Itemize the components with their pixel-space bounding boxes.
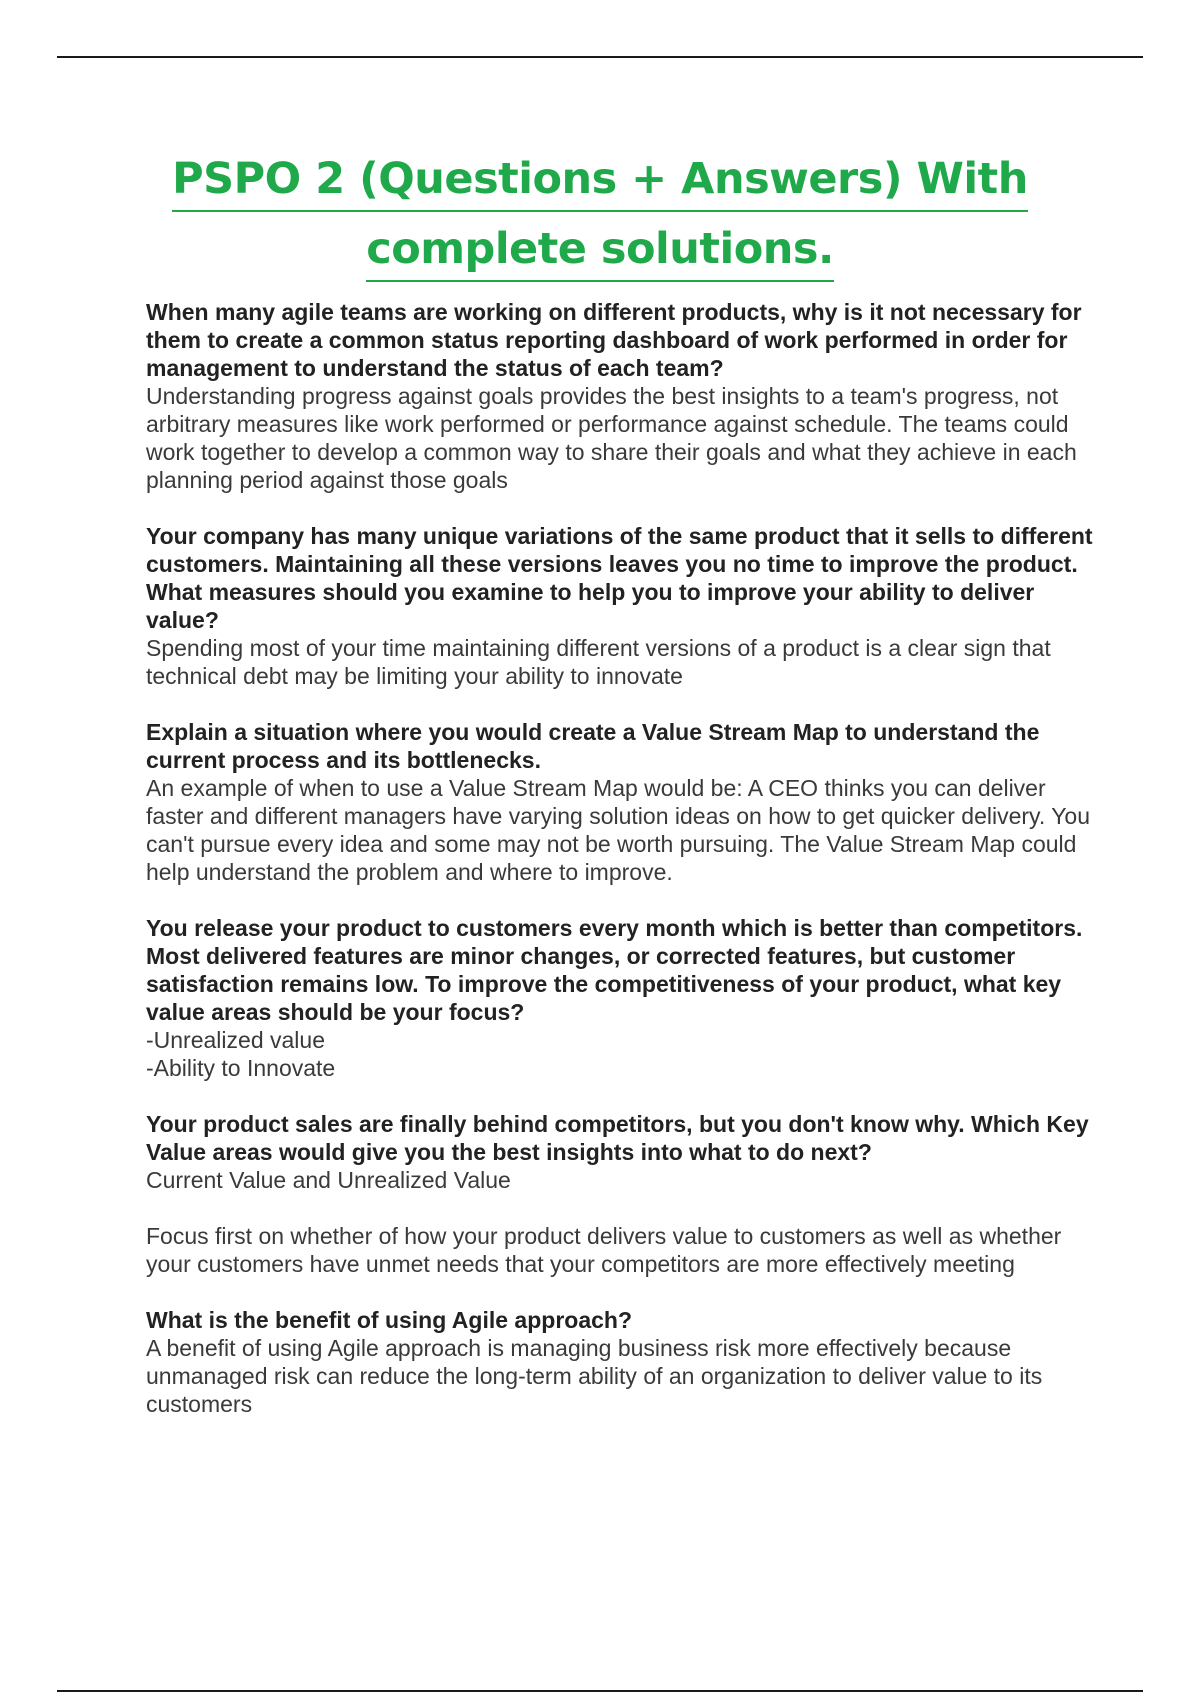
- qa-item: [146, 522, 1106, 690]
- qa-item: [146, 718, 1106, 886]
- qa-item: [146, 1306, 1106, 1418]
- question: What is the benefit of using Agile approach?: [146, 1307, 632, 1333]
- qa-item: [146, 298, 1106, 494]
- qa-item: [146, 1110, 1106, 1278]
- qa-list: [146, 298, 1106, 1446]
- footer-rule: [57, 1690, 1143, 1692]
- answer: Understanding progress against goals provides the best insights to a team's progress, not arbitrary measures like work performed or performance against schedule. The teams could work together to develop a common way to share their goals and what they achieve in each planning period against those goals: [146, 383, 1077, 493]
- question: Explain a situation where you would create a Value Stream Map to understand the current process and its bottlenecks.: [146, 719, 1040, 773]
- question: You release your product to customers every month which is better than competitors. Most delivered features are minor changes, or corrected features, but customer satisfaction remains low. To improve the competitiveness of your product, what key value areas should be your focus?: [146, 915, 1083, 1025]
- question: Your product sales are finally behind competitors, but you don't know why. Which Key Value areas would give you the best insights into what to do next?: [146, 1111, 1089, 1165]
- answer: Current Value and Unrealized Value: [146, 1167, 511, 1193]
- answer: Spending most of your time maintaining different versions of a product is a clear sign that technical debt may be limiting your ability to innovate: [146, 635, 1051, 689]
- title-line-2: complete solutions.: [366, 218, 834, 282]
- question: Your company has many unique variations of the same product that it sells to different customers. Maintaining all these versions leaves you no time to improve the product. What measures should you examine to help you to improve your ability to deliver value?: [146, 523, 1093, 633]
- answer: A benefit of using Agile approach is managing business risk more effectively because unmanaged risk can reduce the long-term ability of an organization to deliver value to its customers: [146, 1335, 1043, 1417]
- header-rule: [57, 56, 1143, 58]
- answer-explanation: Focus first on whether of how your product delivers value to customers as well as whether your customers have unmet needs that your competitors are more effectively meeting: [146, 1223, 1062, 1277]
- document-title: [100, 148, 1100, 288]
- qa-item: [146, 914, 1106, 1082]
- answer: An example of when to use a Value Stream Map would be: A CEO thinks you can deliver faster and different managers have varying solution ideas on how to get quicker delivery. You can't pursue every idea and some may not be worth pursuing. The Value Stream Map could help understand the problem and where to improve.: [146, 775, 1091, 885]
- answer-line: -Unrealized value: [146, 1027, 325, 1053]
- title-line-1: PSPO 2 (Questions + Answers) With: [172, 148, 1028, 212]
- answer-line: -Ability to Innovate: [146, 1055, 336, 1081]
- question: When many agile teams are working on different products, why is it not necessary for them to create a common status reporting dashboard of work performed in order for management to understand the status of each team?: [146, 299, 1082, 381]
